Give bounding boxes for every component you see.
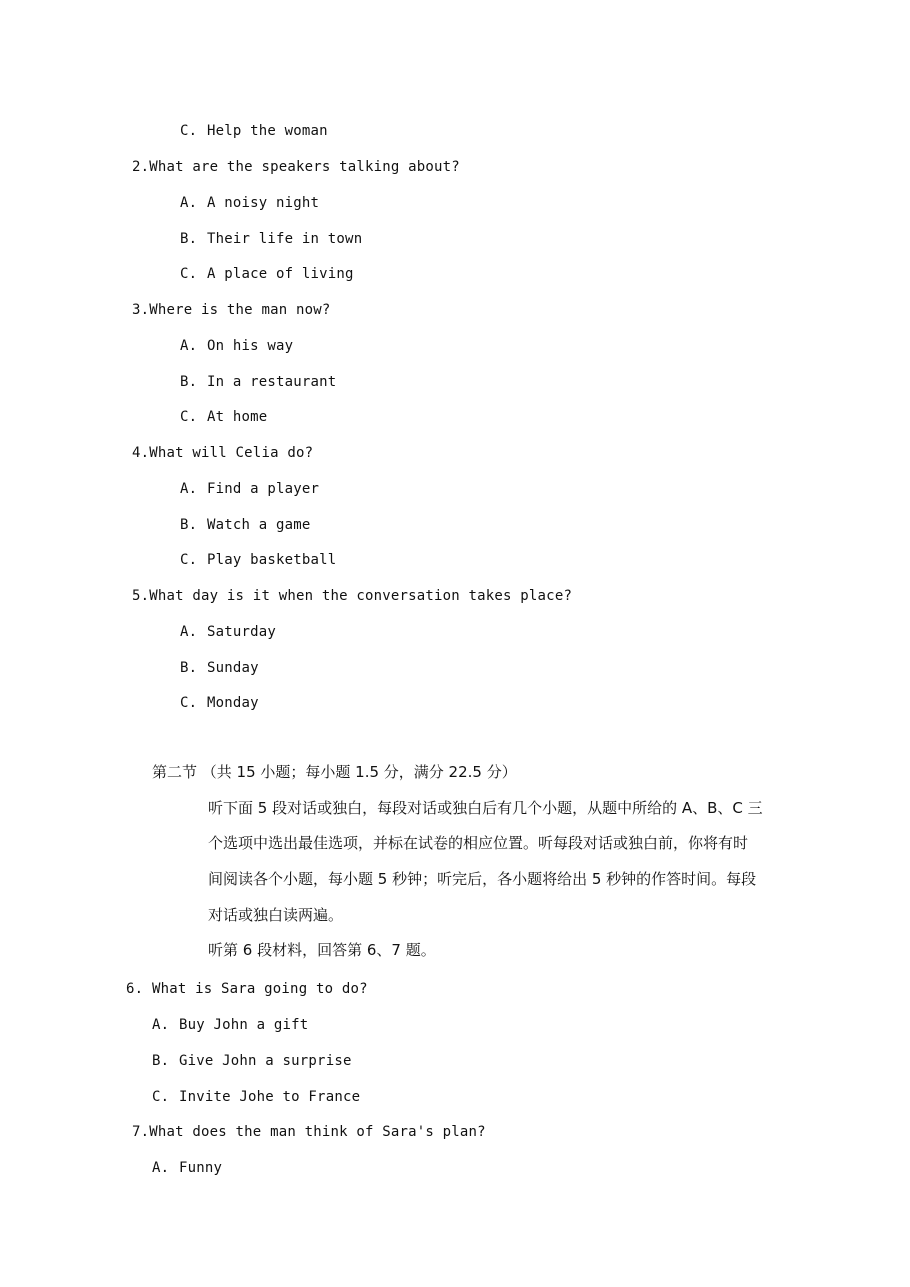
q5-option-a	[180, 623, 276, 641]
question-number: 7.	[132, 1124, 150, 1140]
option-text: Give John a surprise	[179, 1053, 352, 1069]
q7-option-a	[152, 1159, 222, 1177]
option-label: B.	[180, 231, 198, 247]
option-text: In a restaurant	[207, 374, 337, 390]
question-text: What is Sara going to do?	[152, 981, 368, 997]
question-text: What day is it when the conversation takes place?	[149, 588, 573, 604]
option-text: At home	[207, 409, 268, 425]
option-label: A.	[180, 624, 198, 640]
instruction-line: 间阅读各个小题，每小题 5 秒钟；听完后，各小题将给出 5 秒钟的作答时间。每段	[208, 870, 757, 888]
option-label: B.	[152, 1053, 170, 1069]
option-label: C.	[180, 266, 198, 282]
option-text: On his way	[207, 338, 294, 354]
option-label: A.	[152, 1160, 170, 1176]
option-text: Buy John a gift	[179, 1017, 309, 1033]
q4-option-a	[180, 480, 319, 498]
section-heading: 第二节 （共 15 小题；每小题 1.5 分，满分 22.5 分）	[152, 763, 517, 781]
q3-option-b	[180, 373, 336, 391]
instruction-line: 对话或独白读两遍。	[208, 906, 344, 924]
question-number: 4.	[132, 445, 150, 461]
question-text: Where is the man now?	[149, 302, 331, 318]
option-text: A place of living	[207, 266, 354, 282]
option-label: A.	[180, 481, 198, 497]
question-number: 3.	[132, 302, 150, 318]
question-text: What does the man think of Sara's plan?	[149, 1124, 486, 1140]
option-label: A.	[180, 338, 198, 354]
question-text: What are the speakers talking about?	[149, 159, 460, 175]
question-number: 5.	[132, 588, 150, 604]
question-text: What will Celia do?	[149, 445, 314, 461]
option-text: Find a player	[207, 481, 320, 497]
option-label: A.	[152, 1017, 170, 1033]
option-text: Saturday	[207, 624, 277, 640]
option-text: Watch a game	[207, 517, 311, 533]
q6-option-b	[152, 1052, 352, 1070]
option-text: Play basketball	[207, 552, 337, 568]
q2-option-a	[180, 194, 319, 212]
option-text: Funny	[179, 1160, 223, 1176]
option-label: C.	[180, 409, 198, 425]
q3-option-a	[180, 337, 293, 355]
instruction-line: 听下面 5 段对话或独白，每段对话或独白后有几个小题，从题中所给的 A、B、C 三	[208, 799, 763, 817]
q5-option-b	[180, 659, 259, 677]
option-label: B.	[180, 517, 198, 533]
option-label: B.	[180, 660, 198, 676]
q2-option-c	[180, 265, 354, 283]
option-text: Their life in town	[207, 231, 363, 247]
option-label: C.	[180, 695, 198, 711]
q7-stem	[132, 1123, 486, 1141]
q3-stem	[132, 301, 330, 319]
instruction-line: 个选项中选出最佳选项，并标在试卷的相应位置。听每段对话或独白前，你将有时	[208, 834, 749, 852]
q4-stem	[132, 444, 313, 462]
q4-option-b	[180, 516, 311, 534]
q3-option-c	[180, 408, 267, 426]
q5-stem	[132, 587, 572, 605]
option-label: C.	[180, 123, 198, 139]
option-text: A noisy night	[207, 195, 320, 211]
option-label: A.	[180, 195, 198, 211]
option-label: C.	[180, 552, 198, 568]
question-number: 6.	[126, 981, 144, 997]
q4-option-c	[180, 551, 336, 569]
q2-option-b	[180, 230, 362, 248]
q1-option-c	[180, 122, 328, 140]
option-text: Help the woman	[207, 123, 328, 139]
q6-option-a	[152, 1016, 308, 1034]
q5-option-c	[180, 694, 259, 712]
option-text: Sunday	[207, 660, 259, 676]
q2-stem	[132, 158, 460, 176]
option-text: Monday	[207, 695, 259, 711]
q6-option-c	[152, 1088, 360, 1106]
sub-instruction: 听第 6 段材料，回答第 6、7 题。	[208, 941, 436, 959]
option-label: B.	[180, 374, 198, 390]
question-number: 2.	[132, 159, 150, 175]
option-text: Invite Johe to France	[179, 1089, 361, 1105]
q6-stem	[126, 980, 368, 998]
option-label: C.	[152, 1089, 170, 1105]
